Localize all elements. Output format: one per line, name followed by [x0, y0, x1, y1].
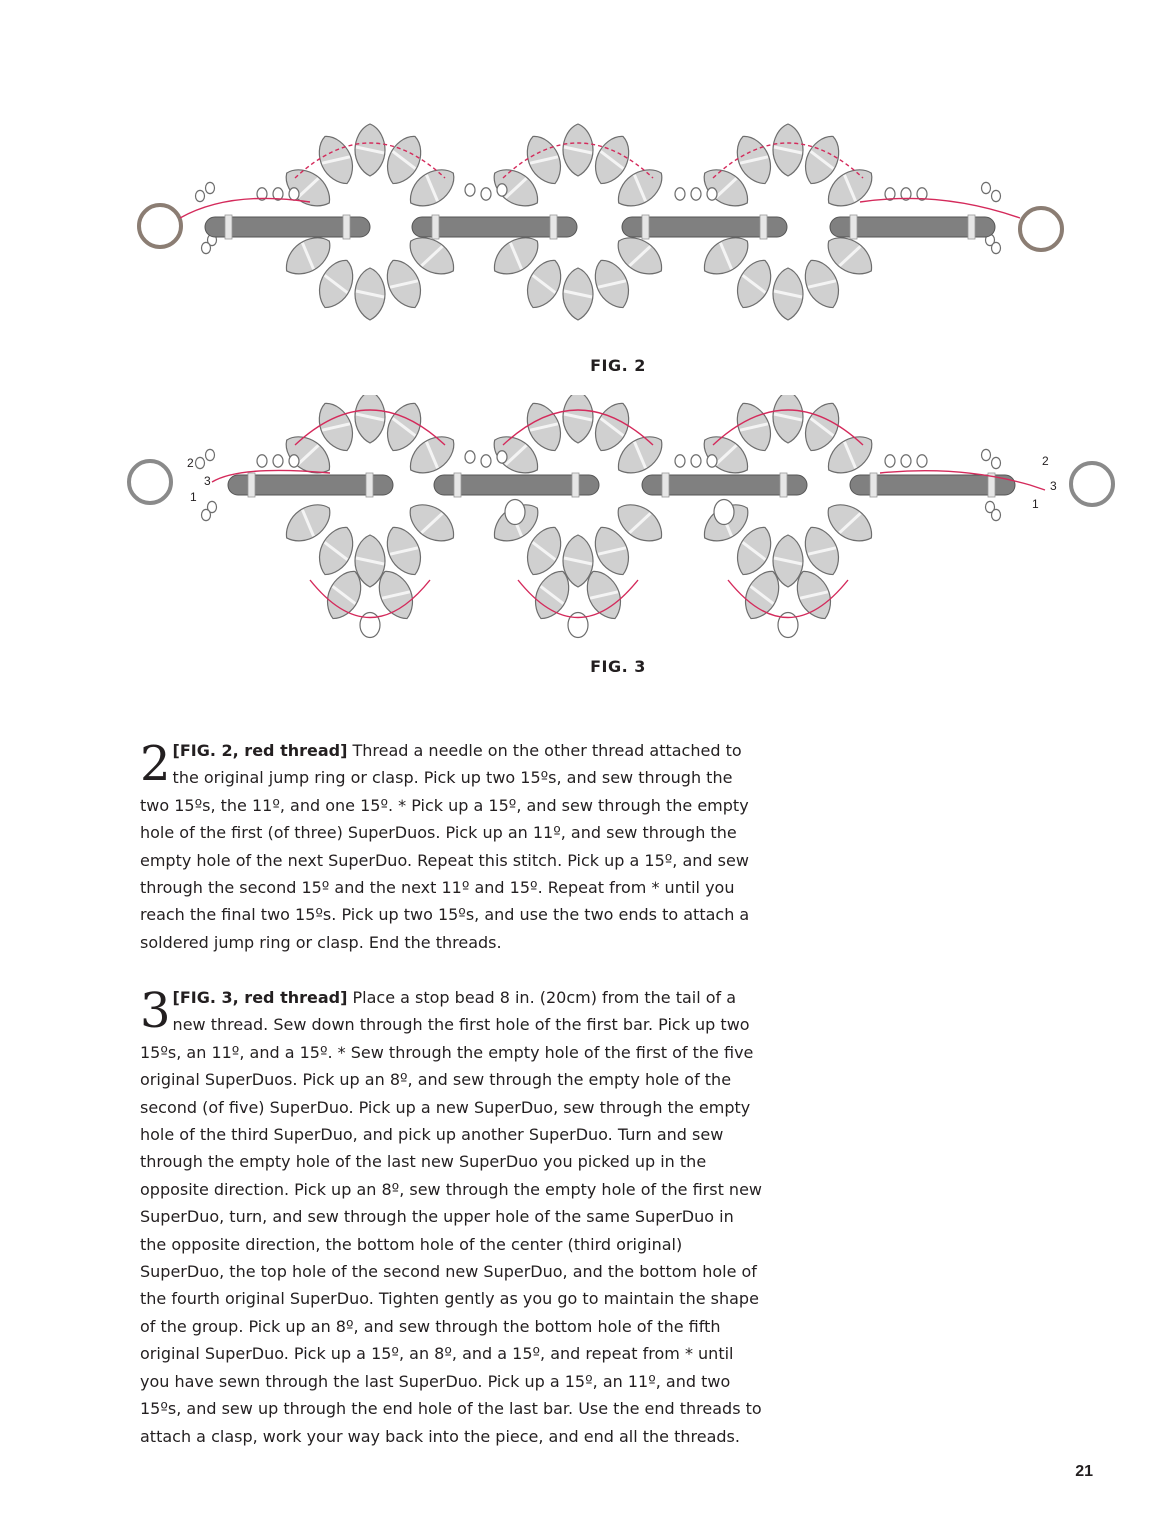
- jump-ring: [1071, 463, 1113, 505]
- seed-bead: [497, 184, 507, 197]
- step-3-paragraph: [140, 984, 765, 1450]
- seed-bead: [289, 455, 299, 468]
- fig3-label-right-mid: 3: [1050, 479, 1057, 493]
- fig3-label-left-bottom: 1: [190, 490, 197, 504]
- eight-seed-bead: [568, 613, 588, 638]
- seed-bead: [992, 242, 1001, 253]
- seed-bead: [206, 449, 215, 460]
- seed-bead: [202, 242, 211, 253]
- bar-hole: [550, 215, 557, 239]
- fig3-label-left-top: 2: [187, 456, 194, 470]
- superduo-bead: [773, 124, 803, 176]
- bar-hole: [870, 473, 877, 497]
- seed-bead: [992, 509, 1001, 520]
- step-2-paragraph: [140, 737, 765, 956]
- seed-bead: [481, 455, 491, 468]
- seed-bead: [707, 188, 717, 201]
- figure-2-caption: FIG. 2: [590, 356, 646, 375]
- page-number: 21: [1075, 1463, 1093, 1480]
- superduo-bead: [355, 395, 385, 443]
- figure-2-diagram: [0, 120, 1163, 355]
- bar-hole: [225, 215, 232, 239]
- fig3-label-left-mid: 3: [204, 474, 211, 488]
- seed-bead: [465, 184, 475, 197]
- bar-hole: [454, 473, 461, 497]
- eight-seed-bead: [714, 500, 734, 525]
- seed-bead: [691, 188, 701, 201]
- seed-bead: [901, 455, 911, 468]
- seed-bead: [992, 190, 1001, 201]
- seed-bead: [691, 455, 701, 468]
- seed-bead: [257, 455, 267, 468]
- eight-seed-bead: [360, 613, 380, 638]
- bar-hole: [642, 215, 649, 239]
- superduo-bead: [563, 268, 593, 320]
- superduo-bead: [355, 268, 385, 320]
- superduo-bead: [563, 395, 593, 443]
- seed-bead: [465, 451, 475, 464]
- eight-seed-bead: [505, 500, 525, 525]
- bar-hole: [662, 473, 669, 497]
- seed-bead: [992, 457, 1001, 468]
- seed-bead: [982, 182, 991, 193]
- bar-hole: [968, 215, 975, 239]
- bar-hole: [343, 215, 350, 239]
- seed-bead: [982, 449, 991, 460]
- superduo-bead: [773, 395, 803, 443]
- superduo-bead: [773, 268, 803, 320]
- seed-bead: [206, 182, 215, 193]
- seed-bead: [196, 457, 205, 468]
- seed-bead: [481, 188, 491, 201]
- seed-bead: [707, 455, 717, 468]
- bar-hole: [572, 473, 579, 497]
- bar-hole: [780, 473, 787, 497]
- seed-bead: [273, 455, 283, 468]
- bar-hole: [366, 473, 373, 497]
- eight-seed-bead: [778, 613, 798, 638]
- bar-hole: [248, 473, 255, 497]
- step-2-lead: [FIG. 2, red thread]: [172, 741, 348, 760]
- step-2-number: 2: [140, 736, 171, 792]
- step-3-text: Place a stop bead 8 in. (20cm) from the tail of a new thread. Sew down through the first hole of the first bar. Pick up two 15ºs, an 11º, and a 15º. * Sew through the empty hole of the first of the five original SuperDuos. Pick up an 8º, and sew through the empty hole of the second (of five) SuperDuo. Pick up a new SuperDuo, sew through the empty hole of the third SuperDuo, and pick up another SuperDuo. Turn and sew through the empty hole of the last new SuperDuo you picked up in the opposite direction. Pick up an 8º, sew through the empty hole of the first new SuperDuo, turn, and sew through the upper hole of the same SuperDuo in the opposite direction, the bottom hole of the center (third original) SuperDuo, the top hole of the second new SuperDuo, and the bottom hole of the fourth original SuperDuo. Tighten gently as you go to maintain the shape of the group. Pick up an 8º, and sew through the bottom hole of the fifth original SuperDuo. Pick up a 15º, an 8º, and a 15º, and repeat from * until you have sewn through the last SuperDuo. Pick up a 15º, an 11º, and two 15ºs, and sew up through the end hole of the last bar. Use the end threads to attach a clasp, work your way back into the piece, and end all the threads.: [140, 988, 762, 1446]
- fig3-label-right-top: 2: [1042, 454, 1049, 468]
- fig3-label-right-bottom: 1: [1032, 497, 1039, 511]
- seed-bead: [196, 190, 205, 201]
- jump-ring: [1020, 208, 1062, 250]
- step-3-number: 3: [140, 983, 171, 1039]
- seed-bead: [885, 455, 895, 468]
- bar-hole: [850, 215, 857, 239]
- seed-bead: [202, 509, 211, 520]
- figure-3-caption: FIG. 3: [590, 657, 646, 676]
- bar-hole: [432, 215, 439, 239]
- bar-hole: [760, 215, 767, 239]
- superduo-bead: [355, 124, 385, 176]
- step-3-lead: [FIG. 3, red thread]: [172, 988, 348, 1007]
- seed-bead: [917, 455, 927, 468]
- seed-bead: [289, 188, 299, 201]
- figure-3-diagram: [0, 395, 1163, 650]
- superduo-bead: [563, 124, 593, 176]
- seed-bead: [497, 451, 507, 464]
- seed-bead: [675, 455, 685, 468]
- jump-ring: [129, 461, 171, 503]
- step-2-text: Thread a needle on the other thread attached to the original jump ring or clasp. Pick up two 15ºs, and sew through the two 15ºs, the 11º, and one 15º. * Pick up a 15º, and sew through the empty hole of the first (of three) SuperDuos. Pick up an 11º, and sew through the empty hole of the next SuperDuo. Repeat this stitch. Pick up a 15º, and sew through the second 15º and the next 11º and 15º. Repeat from * until you reach the final two 15ºs. Pick up two 15ºs, and use the two ends to attach a soldered jump ring or clasp. End the threads.: [140, 741, 750, 952]
- seed-bead: [675, 188, 685, 201]
- jump-ring: [139, 205, 181, 247]
